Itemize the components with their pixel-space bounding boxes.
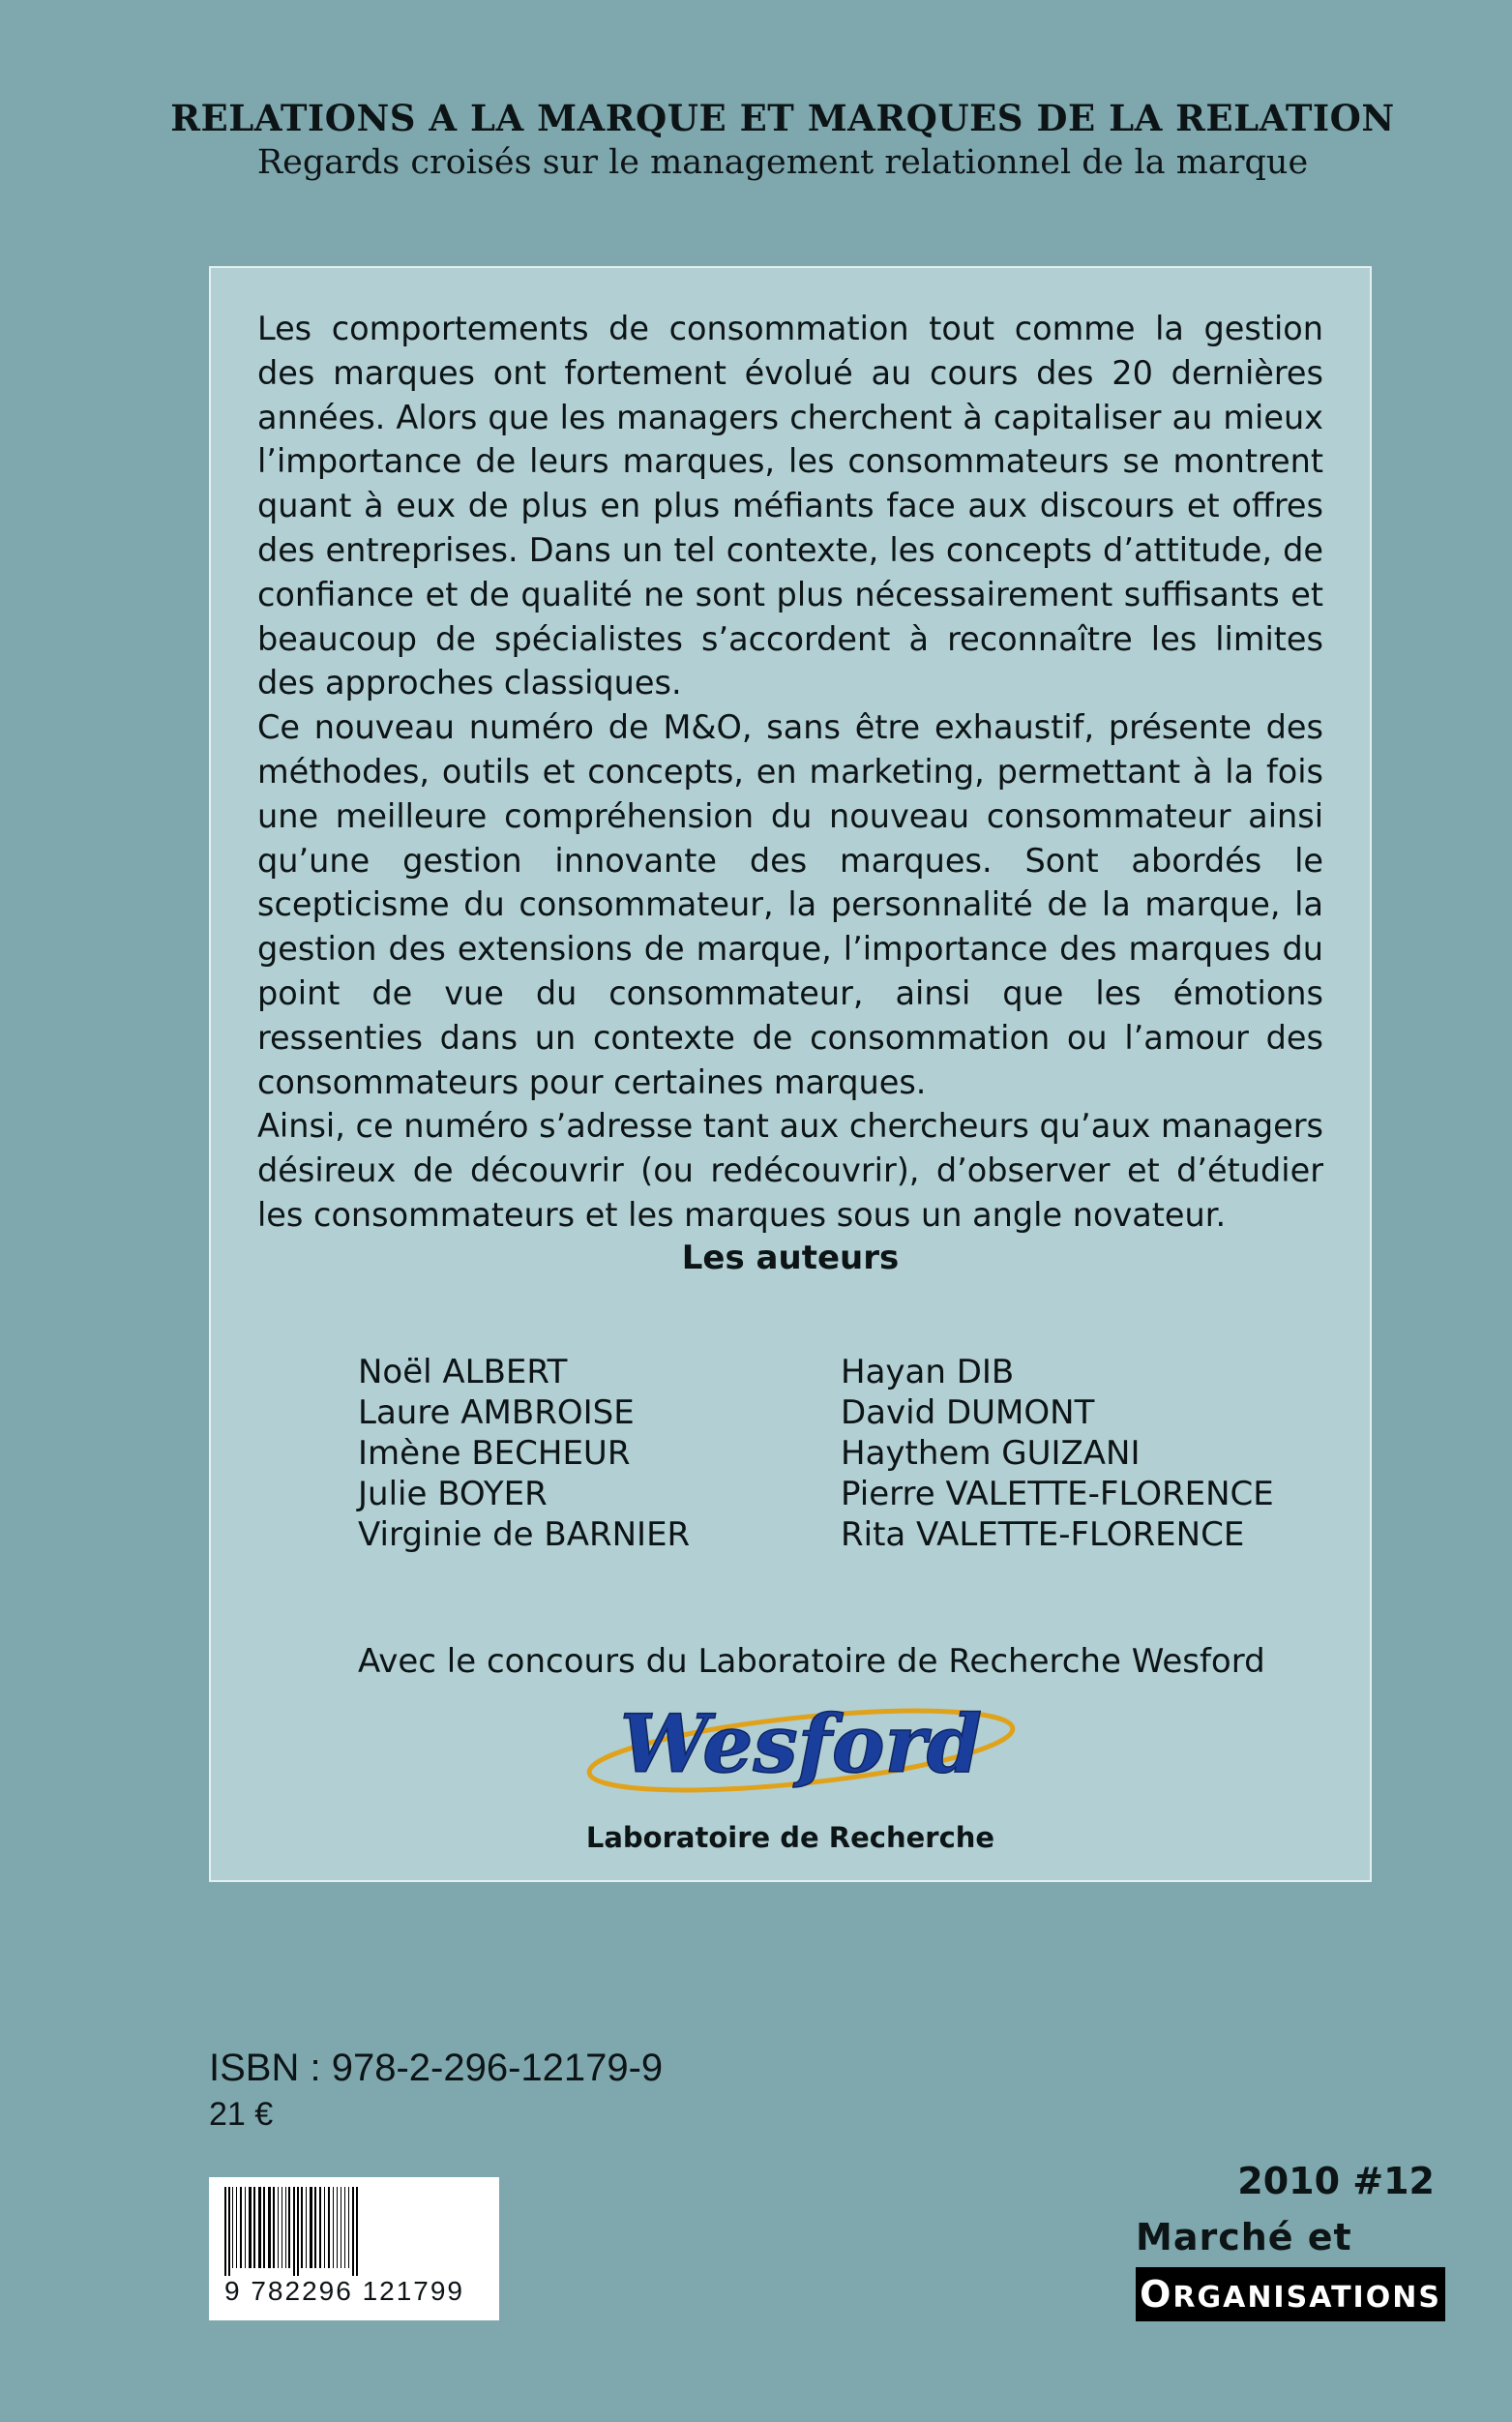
series-rest: RGANISATIONS <box>1172 2281 1441 2315</box>
barcode-bar <box>333 2187 334 2268</box>
book-subtitle: Regards croisés sur le management relationnel de la marque <box>256 143 1309 182</box>
barcode-bar <box>314 2187 316 2268</box>
author-name: Imène BECHEUR <box>358 1434 631 1473</box>
wesford-logo <box>578 1690 1023 1797</box>
barcode-bar <box>301 2187 303 2268</box>
logo-caption: Laboratoire de Recherche <box>585 1821 995 1854</box>
price: 21 € <box>209 2096 274 2133</box>
barcode-bar <box>356 2187 358 2276</box>
barcode-bar <box>324 2187 325 2268</box>
series-initial: O <box>1140 2273 1173 2316</box>
barcode-bar <box>263 2187 265 2268</box>
author-name: Pierre VALETTE-FLORENCE <box>841 1475 1274 1513</box>
barcode-bar <box>319 2187 321 2268</box>
barcode-bar <box>344 2187 345 2268</box>
barcode-bar <box>253 2187 255 2268</box>
barcode-bar <box>337 2187 338 2268</box>
authors-list-left <box>358 1352 690 1555</box>
support-text: Avec le concours du Laboratoire de Recherche Wesford <box>358 1642 1265 1681</box>
barcode-bar <box>278 2187 279 2268</box>
summary-paragraph-3: Ainsi, ce numéro s’adresse tant aux chercheurs qu’aux managers désireux de découvrir (ou redécouvrir), d’observer et d’étudier les consommateurs et les marques sous un angle novateur. <box>257 1107 1323 1234</box>
barcode-bar <box>348 2187 349 2268</box>
series-name-line2 <box>1136 2267 1445 2321</box>
authors-list-right <box>841 1352 1274 1555</box>
barcode-digits: 9 782296 121799 <box>224 2276 464 2306</box>
author-name: Virginie de BARNIER <box>358 1515 691 1554</box>
barcode-bar <box>293 2187 295 2276</box>
barcode-bar <box>273 2187 275 2268</box>
author-name: Laure AMBROISE <box>358 1393 635 1432</box>
barcode-bar <box>245 2187 246 2268</box>
author-name: Noël ALBERT <box>358 1353 568 1391</box>
isbn: ISBN : 978-2-296-12179-9 <box>209 2047 664 2089</box>
series-name-line1: Marché et <box>1136 2216 1352 2258</box>
summary-paragraph-1: Les comportements de consommation tout comme la gestion des marques ont fortement évolué au cours des 20 dernières années. Alors que les managers cherchent à capitaliser au mieux l’importance de leurs marques, les consommateurs se montrent quant à eux de plus en plus méfiants face aux discours et offres des entreprises. Dans un tel contexte, les concepts d’attitude, de confiance et de qualité ne sont plus nécessairement suffisants et beaucoup de spécialistes s’accordent à reconnaître les limites des approches classiques. <box>257 310 1323 703</box>
barcode <box>209 2177 499 2320</box>
author-name: Julie BOYER <box>358 1475 548 1513</box>
barcode-bar <box>328 2187 330 2268</box>
summary-paragraph-2: Ce nouveau numéro de M&O, sans être exhaustif, présente des méthodes, outils et concepts, en marketing, permettant à la fois une meilleure compréhension du nouveau consommateur ainsi qu’une gestion innovante des marques. Sont abordés le scepticisme du consommateur, la personnalité de la marque, la gestion des extensions de marque, l’importance des marques du point de vue du consommateur, ainsi que les émotions ressenties dans un contexte de consommation ou l’amour des consommateurs pour certaines marques. <box>257 708 1323 1101</box>
barcode-bar <box>310 2187 312 2268</box>
barcode-bar <box>236 2187 237 2268</box>
barcode-bar <box>258 2187 261 2268</box>
author-name: Haythem GUIZANI <box>841 1434 1141 1473</box>
barcode-bar <box>306 2187 307 2268</box>
author-name: Rita VALETTE-FLORENCE <box>841 1515 1245 1554</box>
summary-text <box>257 307 1323 1238</box>
barcode-bar <box>228 2187 230 2276</box>
barcode-bar <box>240 2187 242 2268</box>
barcode-bar <box>249 2187 252 2268</box>
summary-panel <box>209 266 1372 1882</box>
barcode-bar <box>268 2187 271 2268</box>
barcode-bars <box>222 2187 486 2276</box>
barcode-bar <box>285 2187 286 2268</box>
book-title: RELATIONS A LA MARQUE ET MARQUES DE LA RELATION <box>170 97 1395 139</box>
logo-wordmark: Wesford <box>619 1698 983 1791</box>
author-name: David DUMONT <box>841 1393 1095 1432</box>
issue-number: 2010 #12 <box>1237 2160 1435 2202</box>
barcode-bar <box>232 2187 233 2268</box>
authors-heading: Les auteurs <box>681 1239 900 1277</box>
barcode-bar <box>352 2187 354 2276</box>
barcode-bar <box>288 2187 290 2268</box>
barcode-bar <box>297 2187 299 2276</box>
barcode-bar <box>224 2187 226 2276</box>
author-name: Hayan DIB <box>841 1353 1015 1391</box>
